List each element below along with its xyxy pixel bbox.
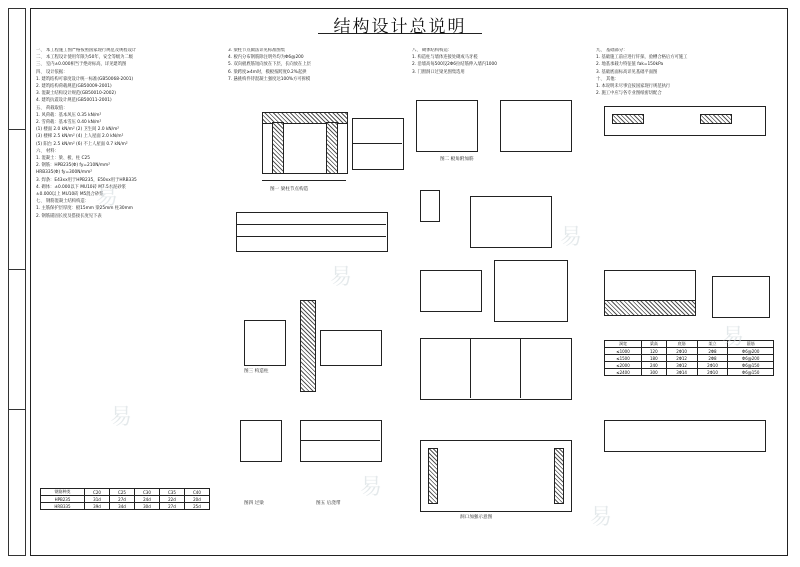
note-line: 2. 钢筋：HPB235(Φ) fy=210N/mm² [36, 163, 110, 169]
figure-caption: 洞口加强示意图 [460, 515, 493, 520]
table-row [605, 348, 774, 355]
table-cell: C35 [159, 489, 184, 496]
slab-corner-table [236, 212, 388, 252]
note-line: 十、 其他： [596, 76, 619, 82]
opening-plan [420, 440, 572, 512]
wall-tee-detail [500, 100, 572, 152]
table-cell: 31d [85, 496, 110, 503]
watermark: 易 [722, 325, 745, 350]
binding-divider [9, 269, 25, 270]
table-cell: 24d [134, 496, 159, 503]
note-line: 三、 室内±0.000相当于绝对标高，详见建筑图 [36, 62, 127, 68]
watermark: 易 [96, 185, 119, 210]
table-row [41, 503, 210, 510]
note-line: 6. 梁跨度≥4m时，模板按跨度0.2%起拱 [228, 69, 307, 75]
table-row [605, 341, 774, 348]
watermark: 易 [590, 505, 613, 530]
section-line [300, 440, 380, 441]
note-line: 5. 双向板底筋短向放在下层，长向放在上层 [228, 62, 311, 68]
note-line: 八、 砌体结构构造： [412, 48, 453, 53]
figure-caption: 图二 板角附加筋 [440, 157, 474, 162]
table-cell: 240 [642, 362, 667, 369]
wall-corner-detail [416, 100, 478, 152]
table-cell: 27d [109, 496, 134, 503]
note-line: (1) 楼面 2.0 kN/m² (2) 卫生间 2.0 kN/m² [36, 127, 120, 133]
table-cell: 2Φ10 [697, 362, 728, 369]
table-cell: Φ6@150 [728, 369, 774, 376]
table-cell: 30d [134, 503, 159, 510]
figure-caption: 图四 过梁 [244, 501, 264, 506]
table-row [605, 369, 774, 376]
dimension-line [262, 180, 346, 181]
binding-divider [9, 129, 25, 130]
note-line: 2. 雪荷载：基本雪压 0.40 kN/m² [36, 120, 102, 126]
slab-edge-detail [604, 420, 766, 452]
note-line: 7. 悬挑构件待混凝土强度达100%方可拆模 [228, 76, 311, 82]
ring-beam-section [420, 190, 440, 222]
table-cell: C40 [184, 489, 209, 496]
column-section [244, 320, 286, 366]
table-cell: 2Φ8 [697, 355, 728, 362]
wall-joint [470, 338, 471, 398]
table-row [41, 489, 210, 496]
note-line: 五、 荷载取值： [36, 105, 68, 111]
note-line: 4. 板内分布钢筋除注明外均为Φ6@200 [228, 55, 304, 61]
table-cell: Φ6@150 [728, 362, 774, 369]
note-line: ±0.000以上 MU10砖 M5混合砂浆 [36, 192, 104, 198]
note-line: 3. 焊条：E43xx用于HPB235，E50xx用于HRB335 [36, 177, 137, 183]
note-line: 1. 建筑结构可靠度设计统一标准(GB50068-2001) [36, 76, 134, 82]
watermark: 易 [360, 475, 383, 500]
tie-column-plan [470, 196, 552, 248]
pile-cap-detail [712, 276, 770, 318]
table-cell: 34d [109, 503, 134, 510]
table-cell: 底筋 [666, 341, 697, 348]
table-cell: 2Φ12 [666, 355, 697, 362]
drawing-title: 结构设计总说明 [333, 17, 467, 37]
figure-caption: 图一 梁柱节点构造 [270, 187, 309, 192]
figure-caption: 图三 构造柱 [244, 369, 269, 374]
note-line: 1. 基础施工前应进行钎探，验槽合格后方可施工 [596, 55, 688, 61]
table-cell: 箍筋 [728, 341, 774, 348]
table-cell: 梁高 [642, 341, 667, 348]
table-cell: 3Φ12 [666, 362, 697, 369]
figure-caption: 图五 后浇带 [316, 501, 341, 506]
anchor-length-table [40, 488, 210, 510]
note-line: (3) 楼梯 2.5 kN/m² (4) 上人屋面 2.0 kN/m² [36, 134, 124, 140]
notes-column-4 [596, 48, 776, 98]
note-line: 2. 沿墙高每500设2Φ6拉结筋伸入墙内1000 [412, 62, 498, 68]
table-cell: 25d [184, 503, 209, 510]
foundation-hatch [604, 300, 696, 316]
note-line: 1. 主筋保护层厚度：板15mm 梁25mm 柱30mm [36, 206, 133, 212]
binding-divider [9, 409, 25, 410]
table-row [605, 362, 774, 369]
note-line: 3. 门窗洞口过梁见图集选用 [412, 69, 465, 75]
post-cast-strip [300, 420, 382, 462]
note-line: 2. 施工中应与各专业图纸密切配合 [596, 91, 662, 97]
column-hatch [554, 448, 564, 504]
beam-hatch [612, 114, 644, 124]
column-hatch [326, 122, 338, 174]
table-line [236, 224, 386, 225]
table-cell: C25 [109, 489, 134, 496]
table-cell: ≤1000 [605, 348, 642, 355]
lintel-table [604, 340, 774, 376]
lintel-detail [320, 330, 382, 366]
table-cell: HRB335 [41, 503, 85, 510]
note-line: HRB335(Φ) fy=300N/mm² [36, 170, 93, 176]
table-cell: Φ6@200 [728, 355, 774, 362]
column-hatch [428, 448, 438, 504]
note-line: 2. 钢筋锚固长度及搭接长度见下表 [36, 213, 102, 219]
table-cell: C30 [134, 489, 159, 496]
table-cell: 2Φ10 [697, 369, 728, 376]
note-line: (5) 阳台 2.5 kN/m² (6) 不上人屋面 0.7 kN/m² [36, 141, 128, 147]
note-line: 二、 本工程设计使用年限为50年，安全等级为二级 [36, 55, 134, 61]
table-cell: 120 [642, 348, 667, 355]
table-line [236, 236, 386, 237]
note-line: 2. 建筑结构荷载规范(GB50009-2001) [36, 84, 112, 90]
table-cell: 39d [85, 503, 110, 510]
section-line [352, 143, 402, 144]
watermark: 易 [110, 405, 133, 430]
note-line: 4. 建筑抗震设计规范(GB50011-2001) [36, 98, 112, 104]
table-cell: 300 [642, 369, 667, 376]
note-line: 1. 本说明未尽事宜按国家现行规范执行 [596, 84, 671, 90]
note-line: 1. 风荷载：基本风压 0.35 kN/m² [36, 112, 102, 118]
note-line: 七、 钢筋混凝土结构构造： [36, 199, 89, 205]
note-line: 3. 基础底面标高详见基础平面图 [596, 69, 658, 75]
section-detail [352, 118, 404, 170]
note-line: 1. 构造柱与墙体连接处砌成马牙槎 [412, 55, 478, 61]
table-cell: 3Φ14 [666, 369, 697, 376]
table-cell: HPB235 [41, 496, 85, 503]
table-cell: 20d [184, 496, 209, 503]
table-cell: Φ6@200 [728, 348, 774, 355]
table-cell: ≤2000 [605, 362, 642, 369]
note-line: 九、 基础部分： [596, 48, 628, 53]
notes-column-2 [228, 48, 398, 108]
binding-strip [8, 8, 26, 556]
note-line: 2. 地基承载力特征值 fak=150kPa [596, 62, 664, 68]
wall-hatch [300, 300, 316, 392]
table-row [41, 496, 210, 503]
table-cell: C20 [85, 489, 110, 496]
table-cell: 钢筋种类 [41, 489, 85, 496]
post-cast-strip [240, 420, 282, 462]
note-line: 4. 砌体：±0.000以下 MU10砖 M7.5水泥砂浆 [36, 184, 126, 190]
note-line: 六、 材料： [36, 148, 59, 154]
table-row [605, 355, 774, 362]
table-cell: 架立 [697, 341, 728, 348]
notes-column-3 [412, 48, 582, 88]
note-line: 3. 梁柱节点做法详见标准图集 [228, 48, 286, 53]
table-cell: ≤1500 [605, 355, 642, 362]
table-cell: 2Φ10 [666, 348, 697, 355]
note-line: 3. 混凝土结构设计规范(GB50010-2002) [36, 91, 116, 97]
beam-hatch [700, 114, 732, 124]
table-cell: ≤2400 [605, 369, 642, 376]
title-underline [318, 33, 482, 34]
table-cell: 22d [159, 496, 184, 503]
wall-joint [520, 338, 521, 398]
table-cell: 2Φ8 [697, 348, 728, 355]
note-line: 一、 本工程施工图严格按照国家现行规范及规程设计 [36, 48, 137, 53]
table-cell: 27d [159, 503, 184, 510]
tie-bar-detail [420, 270, 482, 312]
watermark: 易 [560, 225, 583, 250]
table-cell: 180 [642, 355, 667, 362]
watermark: 易 [330, 265, 353, 290]
note-line: 1. 混凝土：梁、板、柱 C25 [36, 156, 90, 162]
note-line: 四、 设计依据： [36, 69, 68, 75]
opening-frame [494, 260, 568, 322]
table-cell: 洞宽 [605, 341, 642, 348]
column-hatch [272, 122, 284, 174]
wall-elevation [420, 338, 572, 400]
